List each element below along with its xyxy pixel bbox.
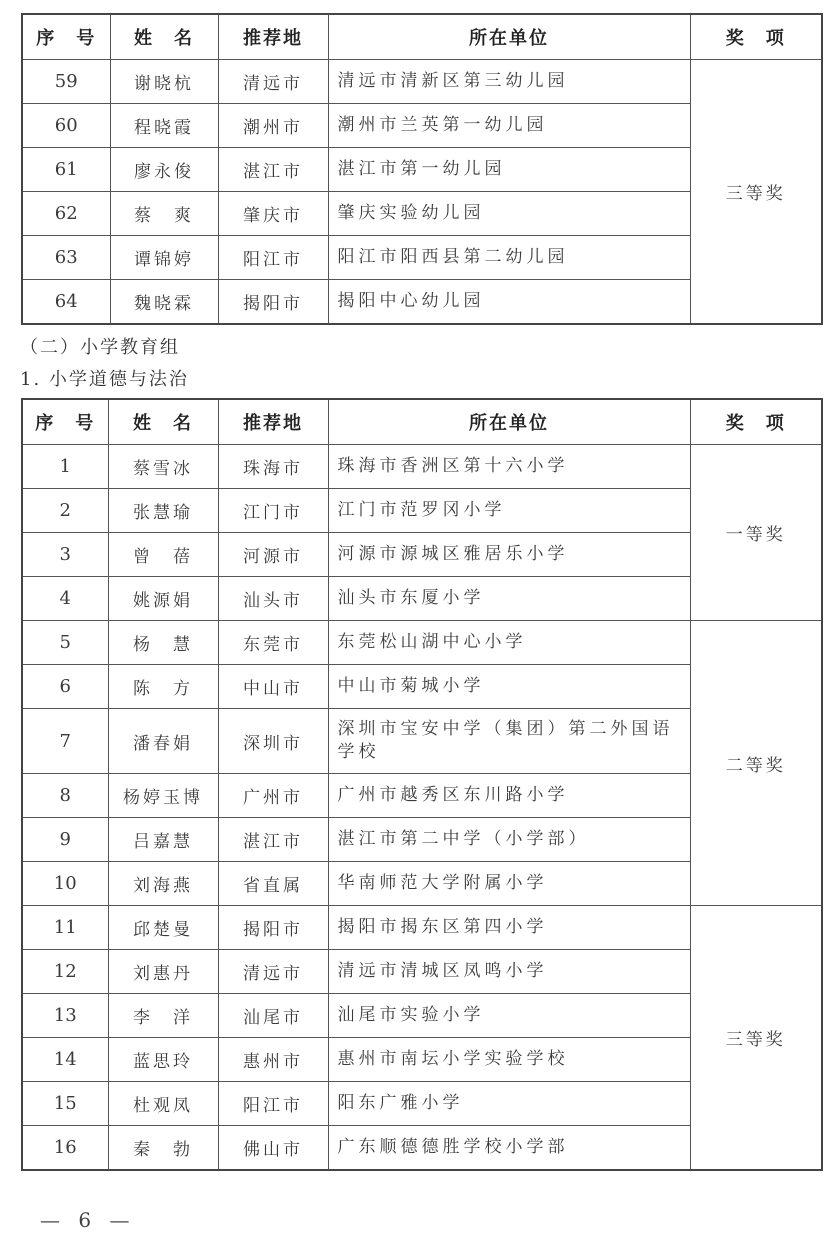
cell-name: 杨 慧	[108, 621, 218, 665]
cell-no: 15	[22, 1082, 108, 1126]
cell-name: 潘春娟	[108, 709, 218, 774]
table-row	[22, 906, 822, 950]
cell-name: 谭锦婷	[110, 236, 218, 280]
cell-unit: 揭阳市揭东区第四小学	[328, 906, 690, 950]
header-name: 姓 名	[108, 399, 218, 445]
header-unit: 所在单位	[328, 399, 690, 445]
cell-no: 2	[22, 489, 108, 533]
cell-unit: 深圳市宝安中学（集团）第二外国语学校	[328, 709, 690, 774]
cell-place: 揭阳市	[218, 280, 328, 325]
cell-name: 魏晓霖	[110, 280, 218, 325]
cell-place: 珠海市	[218, 445, 328, 489]
cell-name: 杜观凤	[108, 1082, 218, 1126]
cell-name: 蔡 爽	[110, 192, 218, 236]
cell-unit: 东莞松山湖中心小学	[328, 621, 690, 665]
cell-place: 湛江市	[218, 148, 328, 192]
cell-name: 邱楚曼	[108, 906, 218, 950]
cell-no: 10	[22, 862, 108, 906]
cell-place: 清远市	[218, 60, 328, 104]
cell-name: 程晓霞	[110, 104, 218, 148]
cell-award: 三等奖	[690, 906, 822, 1171]
cell-unit: 广东顺德德胜学校小学部	[328, 1126, 690, 1171]
award-table-primary-moral-law	[21, 398, 823, 1171]
cell-no: 61	[22, 148, 110, 192]
header-place: 推荐地	[218, 14, 328, 60]
cell-unit: 清远市清城区凤鸣小学	[328, 950, 690, 994]
cell-no: 16	[22, 1126, 108, 1171]
cell-no: 3	[22, 533, 108, 577]
cell-place: 深圳市	[218, 709, 328, 774]
cell-unit: 惠州市南坛小学实验学校	[328, 1038, 690, 1082]
cell-name: 吕嘉慧	[108, 818, 218, 862]
header-award: 奖 项	[690, 399, 822, 445]
cell-name: 蔡雪冰	[108, 445, 218, 489]
cell-place: 惠州市	[218, 1038, 328, 1082]
cell-name: 杨婷玉博	[108, 774, 218, 818]
cell-no: 12	[22, 950, 108, 994]
section-group-title: （二）小学教育组	[20, 337, 180, 358]
cell-no: 63	[22, 236, 110, 280]
cell-name: 刘惠丹	[108, 950, 218, 994]
cell-unit: 河源市源城区雅居乐小学	[328, 533, 690, 577]
cell-place: 潮州市	[218, 104, 328, 148]
cell-unit: 揭阳中心幼儿园	[328, 280, 690, 325]
header-name: 姓 名	[110, 14, 218, 60]
cell-place: 湛江市	[218, 818, 328, 862]
cell-no: 62	[22, 192, 110, 236]
cell-unit: 湛江市第一幼儿园	[328, 148, 690, 192]
cell-no: 14	[22, 1038, 108, 1082]
cell-no: 11	[22, 906, 108, 950]
cell-name: 曾 蓓	[108, 533, 218, 577]
cell-award: 二等奖	[690, 621, 822, 906]
cell-name: 廖永俊	[110, 148, 218, 192]
cell-place: 省直属	[218, 862, 328, 906]
cell-place: 中山市	[218, 665, 328, 709]
section-subject-title: 1. 小学道德与法治	[20, 369, 189, 390]
cell-name: 姚源娟	[108, 577, 218, 621]
cell-unit: 中山市菊城小学	[328, 665, 690, 709]
cell-unit: 清远市清新区第三幼儿园	[328, 60, 690, 104]
cell-name: 蓝思玲	[108, 1038, 218, 1082]
cell-place: 佛山市	[218, 1126, 328, 1171]
cell-name: 李 洋	[108, 994, 218, 1038]
cell-unit: 阳东广雅小学	[328, 1082, 690, 1126]
header-unit: 所在单位	[328, 14, 690, 60]
cell-no: 64	[22, 280, 110, 325]
cell-place: 肇庆市	[218, 192, 328, 236]
cell-award: 一等奖	[690, 445, 822, 621]
cell-no: 7	[22, 709, 108, 774]
cell-place: 阳江市	[218, 236, 328, 280]
cell-no: 59	[22, 60, 110, 104]
award-table-kindergarten	[21, 13, 823, 325]
page-number: — 6 —	[40, 1208, 136, 1232]
cell-no: 6	[22, 665, 108, 709]
cell-unit: 湛江市第二中学（小学部）	[328, 818, 690, 862]
cell-no: 13	[22, 994, 108, 1038]
table-header-row	[22, 14, 822, 60]
cell-unit: 华南师范大学附属小学	[328, 862, 690, 906]
cell-place: 阳江市	[218, 1082, 328, 1126]
cell-no: 1	[22, 445, 108, 489]
cell-unit: 阳江市阳西县第二幼儿园	[328, 236, 690, 280]
cell-place: 汕头市	[218, 577, 328, 621]
cell-name: 谢晓杭	[110, 60, 218, 104]
cell-place: 东莞市	[218, 621, 328, 665]
cell-unit: 江门市范罗冈小学	[328, 489, 690, 533]
cell-name: 刘海燕	[108, 862, 218, 906]
table-row	[22, 445, 822, 489]
cell-place: 江门市	[218, 489, 328, 533]
cell-no: 8	[22, 774, 108, 818]
header-place: 推荐地	[218, 399, 328, 445]
cell-place: 揭阳市	[218, 906, 328, 950]
table-header-row	[22, 399, 822, 445]
cell-unit: 汕尾市实验小学	[328, 994, 690, 1038]
cell-unit: 潮州市兰英第一幼儿园	[328, 104, 690, 148]
header-award: 奖 项	[690, 14, 822, 60]
cell-name: 秦 勃	[108, 1126, 218, 1171]
header-no: 序 号	[22, 14, 110, 60]
cell-award: 三等奖	[690, 60, 822, 325]
table-row	[22, 60, 822, 104]
cell-no: 4	[22, 577, 108, 621]
cell-unit: 汕头市东厦小学	[328, 577, 690, 621]
cell-no: 60	[22, 104, 110, 148]
cell-unit: 珠海市香洲区第十六小学	[328, 445, 690, 489]
cell-name: 张慧瑜	[108, 489, 218, 533]
cell-name: 陈 方	[108, 665, 218, 709]
cell-place: 河源市	[218, 533, 328, 577]
cell-no: 9	[22, 818, 108, 862]
cell-place: 清远市	[218, 950, 328, 994]
cell-place: 汕尾市	[218, 994, 328, 1038]
cell-unit: 肇庆实验幼儿园	[328, 192, 690, 236]
cell-no: 5	[22, 621, 108, 665]
cell-unit: 广州市越秀区东川路小学	[328, 774, 690, 818]
table-row	[22, 621, 822, 665]
header-no: 序 号	[22, 399, 108, 445]
cell-place: 广州市	[218, 774, 328, 818]
